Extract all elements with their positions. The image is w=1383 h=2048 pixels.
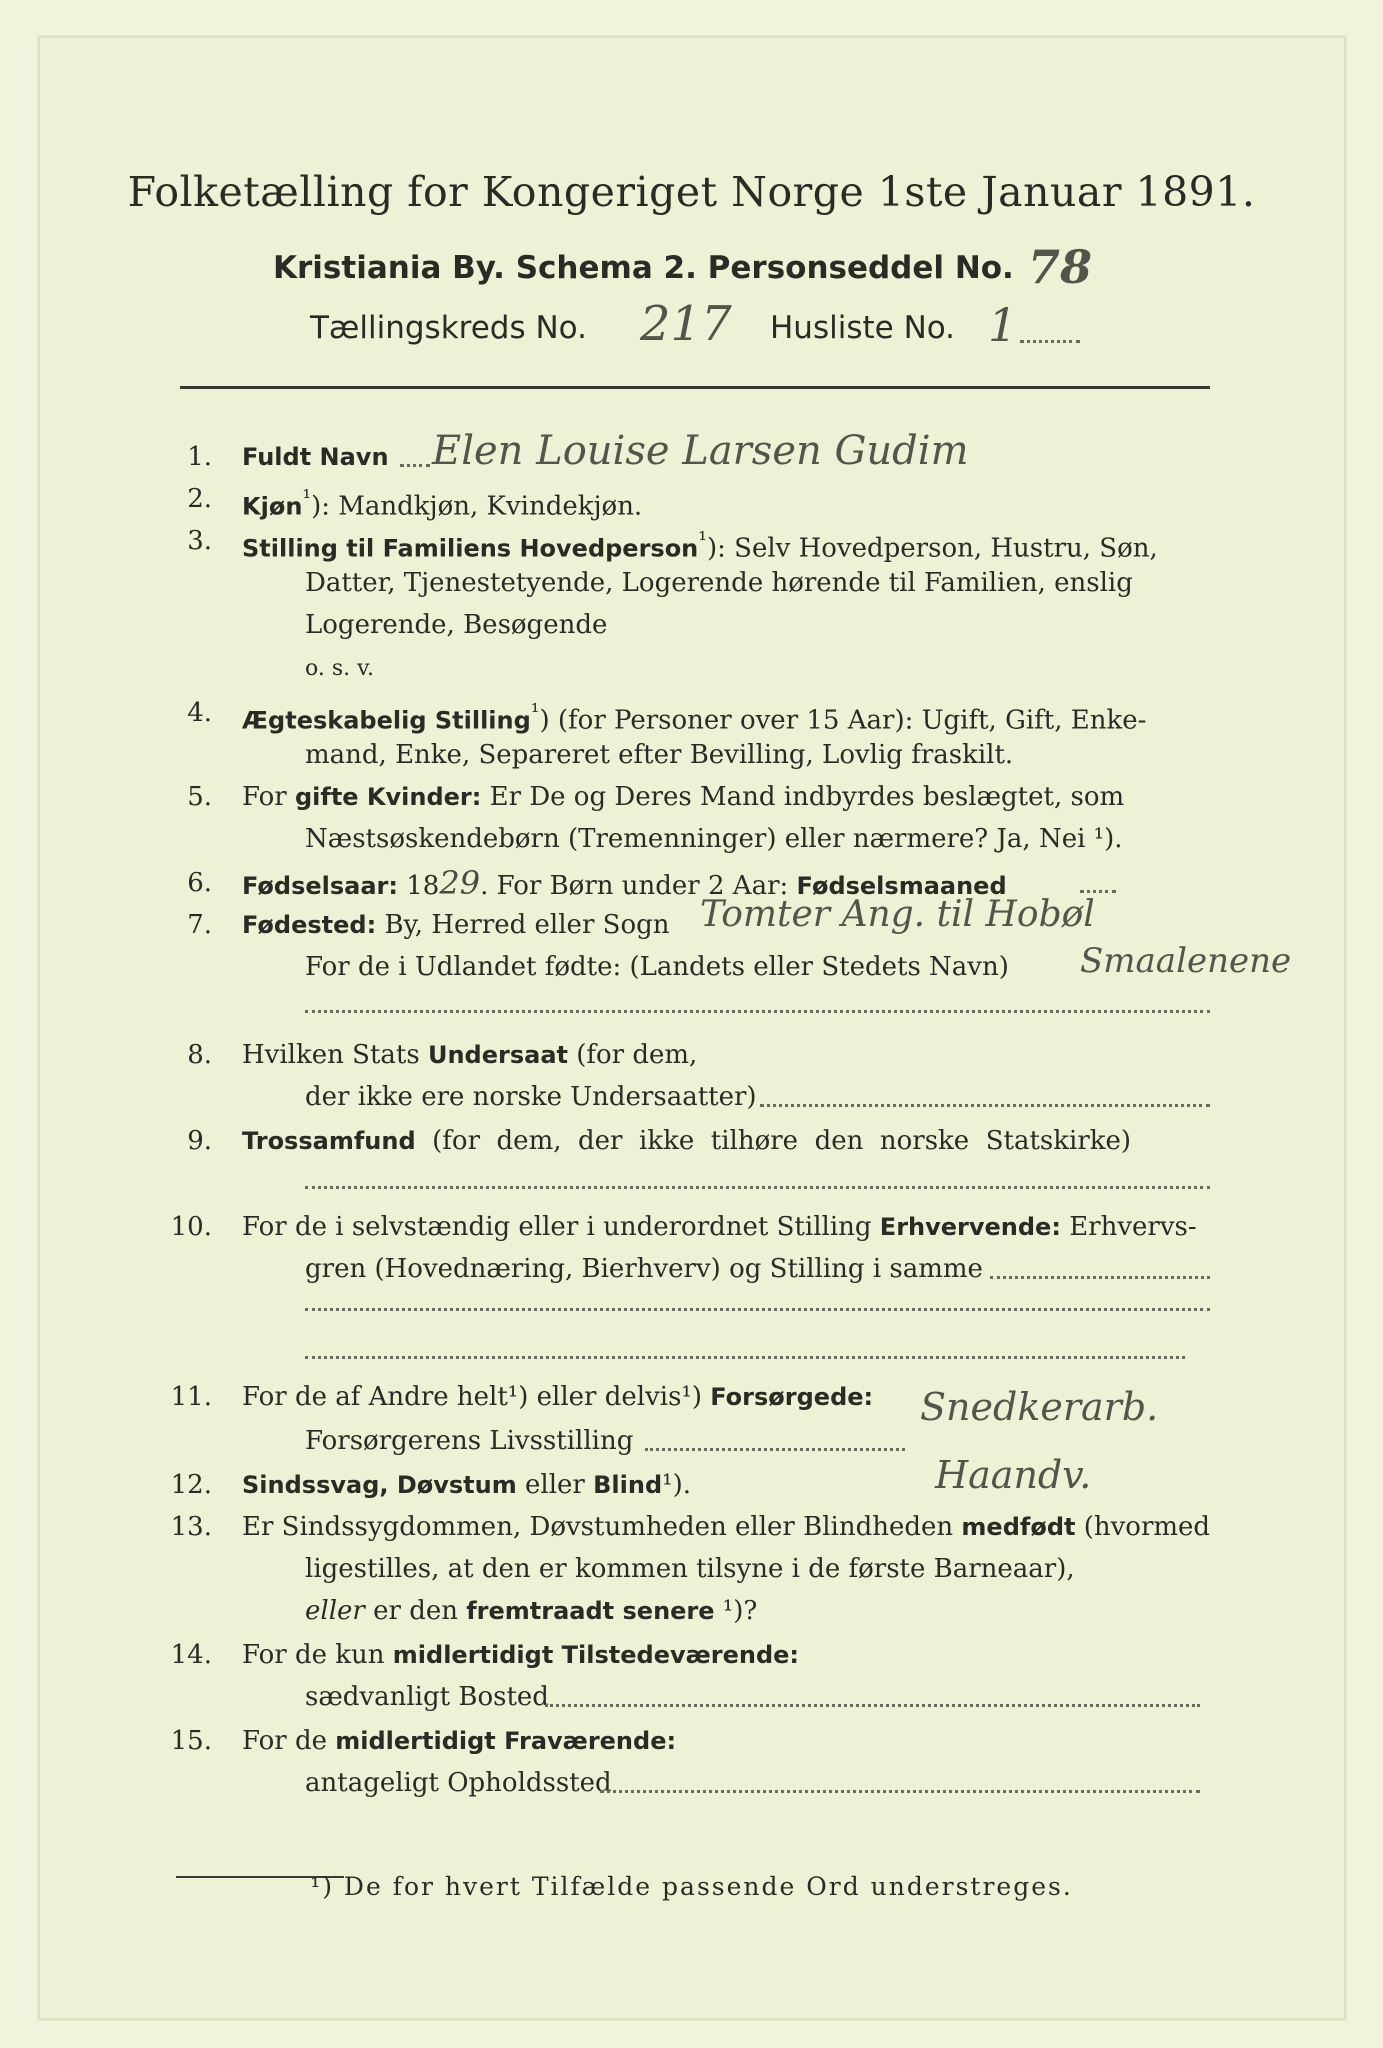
item-text: . For Børn under 2 Aar: [480, 871, 797, 901]
husliste-label: Husliste No. [770, 310, 956, 346]
item-label: Stilling til Familiens Hovedperson [242, 534, 699, 563]
dots [645, 1448, 905, 1451]
item-text: (for dem, der ikke tilhøre den norske Statskirke) [415, 1126, 1132, 1156]
item-text: Erhvervs- [1060, 1212, 1197, 1242]
item-number: 15. [170, 1726, 212, 1756]
dots [600, 1790, 1200, 1793]
item-text: By, Herred eller Sogn [376, 910, 670, 940]
item-10-dotted-line-2 [305, 1356, 1185, 1359]
item-text: Hvilken Stats [242, 1040, 428, 1070]
item-label: Ægteskabelig Stilling [242, 706, 531, 735]
personseddel-label: Kristiania By. Schema 2. Personseddel No. [273, 250, 1014, 286]
item-text: mand, Enke, Separeret efter Bevilling, Lovlig fraskilt. [305, 740, 1014, 770]
item-label: medfødt [961, 1513, 1076, 1541]
personseddel-number: 78 [1028, 240, 1093, 294]
item-label: midlertidigt Tilstedeværende: [392, 1641, 800, 1669]
item-label: Undersaat [427, 1041, 568, 1069]
item-number: 2. [187, 484, 212, 514]
item-text: ): Mandkjøn, Kvindekjøn. [311, 491, 643, 522]
item-number: 12. [170, 1470, 212, 1500]
item-number: 9. [187, 1126, 212, 1156]
item-text: For de i selvstændig eller i underordnet Stilling [242, 1212, 880, 1242]
item-text: der ikke ere norske Undersaatter) [305, 1082, 757, 1112]
footnote-ref: ¹ [698, 528, 707, 553]
item-text: eller [516, 1470, 594, 1500]
footnote-ref: ¹ [302, 486, 312, 511]
dots [545, 1704, 1200, 1707]
item-text: Datter, Tjenestetyende, Logerende hørende til Familien, enslig [305, 568, 1133, 598]
husliste-dots [1020, 340, 1080, 343]
item-number: 8. [187, 1040, 212, 1070]
item-text: ): Selv Hovedperson, Hustru, Søn, [706, 533, 1158, 564]
handwritten-birth-year: 29 [439, 864, 481, 902]
handwritten-birthplace: Tomter Ang. til Hobøl [700, 894, 1095, 935]
item-text: Logerende, Besøgende [305, 610, 608, 640]
item-label: Sindssvag, Døvstum [242, 1471, 517, 1499]
item-number: 6. [187, 868, 212, 898]
handwritten-supporter-occupation: Snedkerarb. [920, 1385, 1159, 1429]
item-text: ) (for Personer over 15 Aar): Ugift, Gift, Enke- [539, 705, 1147, 736]
kreds-number: 217 [640, 296, 732, 352]
item-text: For de i Udlandet fødte: (Landets eller Stedets Navn) [305, 952, 1009, 982]
item-10-dotted-line-1 [305, 1308, 1210, 1311]
item-number: 10. [170, 1212, 212, 1242]
item-label: fremtraadt senere [466, 1597, 715, 1625]
item-number: 1. [187, 442, 212, 472]
item-text: For de af Andre helt¹) eller delvis¹) [242, 1382, 711, 1412]
item-text: ¹). [662, 1470, 691, 1500]
item-text: Forsørgerens Livsstilling [305, 1426, 634, 1456]
item-label: Kjøn [242, 492, 303, 521]
item-number: 11. [170, 1382, 212, 1412]
item-label: Forsørgede: [710, 1383, 874, 1411]
item-text: Er Sindssygdommen, Døvstumheden eller Blindheden [242, 1512, 962, 1542]
item-7-dotted-line [305, 1010, 1210, 1013]
item-label: Trossamfund [242, 1127, 416, 1155]
form-title: Folketælling for Kongeriget Norge 1ste Januar 1891. [127, 168, 1256, 216]
item-label: midlertidigt Fraværende: [335, 1727, 677, 1755]
item-number: 3. [187, 526, 212, 556]
dots [1080, 890, 1116, 893]
item-label: Blind [593, 1471, 663, 1499]
item-text: er den [364, 1596, 467, 1626]
item-text: For [242, 782, 295, 812]
item-text: ligestilles, at den er kommen tilsyne i de første Barneaar), [305, 1554, 1075, 1584]
item-label: Fuldt Navn [242, 443, 389, 471]
item-text: gren (Hovednæring, Bierhverv) og Stilling i samme [305, 1254, 983, 1284]
item-number: 13. [170, 1512, 212, 1542]
item-number: 14. [170, 1640, 212, 1670]
item-number: 5. [187, 782, 212, 812]
dots [400, 464, 430, 467]
item-text: antageligt Opholdssted [305, 1768, 612, 1798]
item-text: For de [242, 1726, 336, 1756]
item-label: Erhvervende: [879, 1213, 1061, 1241]
item-number: 7. [187, 910, 212, 940]
item-text: ¹)? [714, 1596, 758, 1626]
dots [760, 1104, 1210, 1107]
item-text: (hvormed [1075, 1512, 1211, 1542]
item-text: Er De og Deres Mand indbyrdes beslægtet, som [481, 782, 1125, 812]
footnote: ¹) De for hvert Tilfælde passende Ord understreges. [310, 1872, 1073, 1901]
handwritten-region: Smaalenene [1080, 941, 1292, 981]
husliste-number: 1 [988, 298, 1018, 352]
header-rule [180, 386, 1210, 389]
item-text: 18 [398, 871, 440, 901]
dots [990, 1276, 1210, 1279]
item-number: 4. [187, 698, 212, 728]
item-text: eller [305, 1596, 365, 1626]
kreds-label: Tællingskreds No. [310, 310, 587, 346]
item-text: (for dem, [567, 1040, 698, 1070]
item-text: o. s. v. [305, 656, 374, 681]
item-label: gifte Kvinder: [294, 783, 482, 811]
item-label: Fødested: [242, 911, 377, 939]
footnote-ref: ¹ [530, 700, 540, 725]
item-label: Fødselsaar: [242, 872, 398, 900]
handwritten-disability-note: Haandv. [935, 1453, 1092, 1497]
item-9-dotted-line [305, 1186, 1210, 1189]
item-label: Fødselsmaaned [796, 872, 1007, 900]
item-text: sædvanligt Bosted [305, 1682, 549, 1712]
handwritten-full-name: Elen Louise Larsen Gudim [432, 428, 969, 474]
item-text: For de kun [242, 1640, 393, 1670]
item-text: Næstsøskendebørn (Tremenninger) eller nærmere? Ja, Nei ¹). [305, 824, 1123, 854]
